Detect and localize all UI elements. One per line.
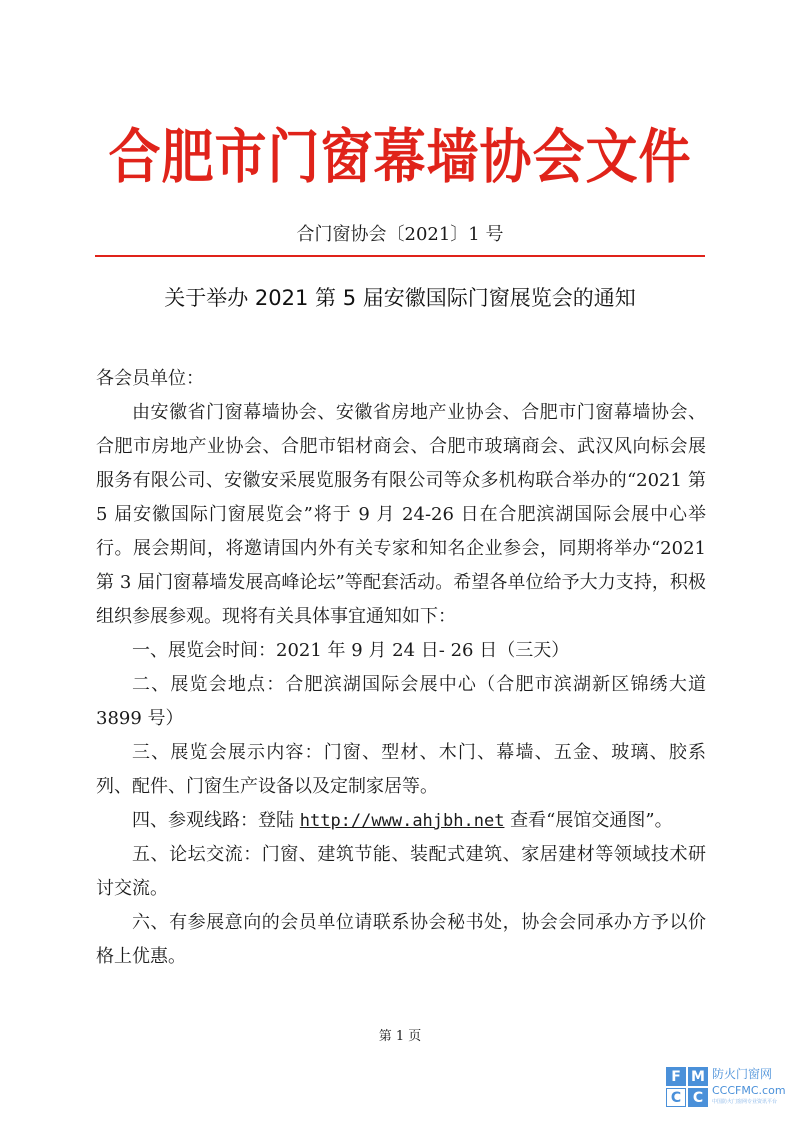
intro-paragraph: 由安徽省门窗幕墙协会、安徽省房地产业协会、合肥市门窗幕墙协会、合肥市房地产业协会、合肥市铝材商会、合肥市玻璃商会、武汉风向标会展服务有限公司、安徽安采展览服务有限公司等众多机构联合举办的“2021 第 5 届安徽国际门窗展览会”将于 9 月 24-26 日在合肥滨湖国际会展中心举行。展会期间，将邀请国内外有关专家和知名企业参会，同期将举办“2021 第 3 届门窗幕墙发展高峰论坛”等配套活动。希望各单位给予大力支持，积极组织参展参观。现将有关具体事宜通知如下： bbox=[96, 402, 706, 627]
item-exhibits: 三、展览会展示内容：门窗、型材、木门、幕墙、五金、玻璃、胶系列、配件、门窗生产设备以及定制家居等。 bbox=[96, 742, 706, 797]
document-number: 合门窗协会〔2021〕1 号 bbox=[296, 224, 504, 245]
greeting: 各会员单位： bbox=[96, 368, 204, 389]
item-route-suffix: 查看“展馆交通图”。 bbox=[504, 810, 673, 831]
letterhead-title: 合肥市门窗幕墙协会文件 bbox=[108, 123, 692, 192]
item-forum: 五、论坛交流：门窗、建筑节能、装配式建筑、家居建材等领域技术研讨交流。 bbox=[96, 844, 706, 899]
item-route-prefix: 四、参观线路：登陆 bbox=[132, 810, 300, 831]
notice-title: 关于举办 2021 第 5 届安徽国际门窗展览会的通知 bbox=[164, 286, 636, 310]
item-time: 一、展览会时间：2021 年 9 月 24 日- 26 日（三天） bbox=[132, 640, 570, 661]
fmc-logo-icon bbox=[666, 1067, 708, 1107]
notice-body bbox=[96, 362, 706, 974]
logo-letter: C bbox=[666, 1088, 686, 1107]
item-route bbox=[96, 804, 706, 838]
item-contact: 六、有参展意向的会员单位请联系协会秘书处，协会会同承办方予以价格上优惠。 bbox=[96, 912, 706, 967]
red-divider bbox=[95, 255, 705, 257]
website-link[interactable]: http://www.ahjbh.net bbox=[299, 811, 505, 831]
item-location: 二、展览会地点：合肥滨湖国际会展中心（合肥市滨湖新区锦绣大道 3899 号） bbox=[96, 674, 706, 729]
logo-letter: C bbox=[688, 1088, 708, 1107]
watermark-tagline: 中国防火门窗网专业资讯平台 bbox=[712, 1099, 778, 1105]
watermark bbox=[666, 1067, 786, 1113]
watermark-name: 防火门窗网 bbox=[712, 1067, 773, 1081]
watermark-domain: CCCFMC.com bbox=[712, 1084, 786, 1097]
logo-letter: M bbox=[688, 1067, 708, 1086]
page-number: 第 1 页 bbox=[378, 1029, 422, 1044]
logo-letter: F bbox=[666, 1067, 686, 1086]
